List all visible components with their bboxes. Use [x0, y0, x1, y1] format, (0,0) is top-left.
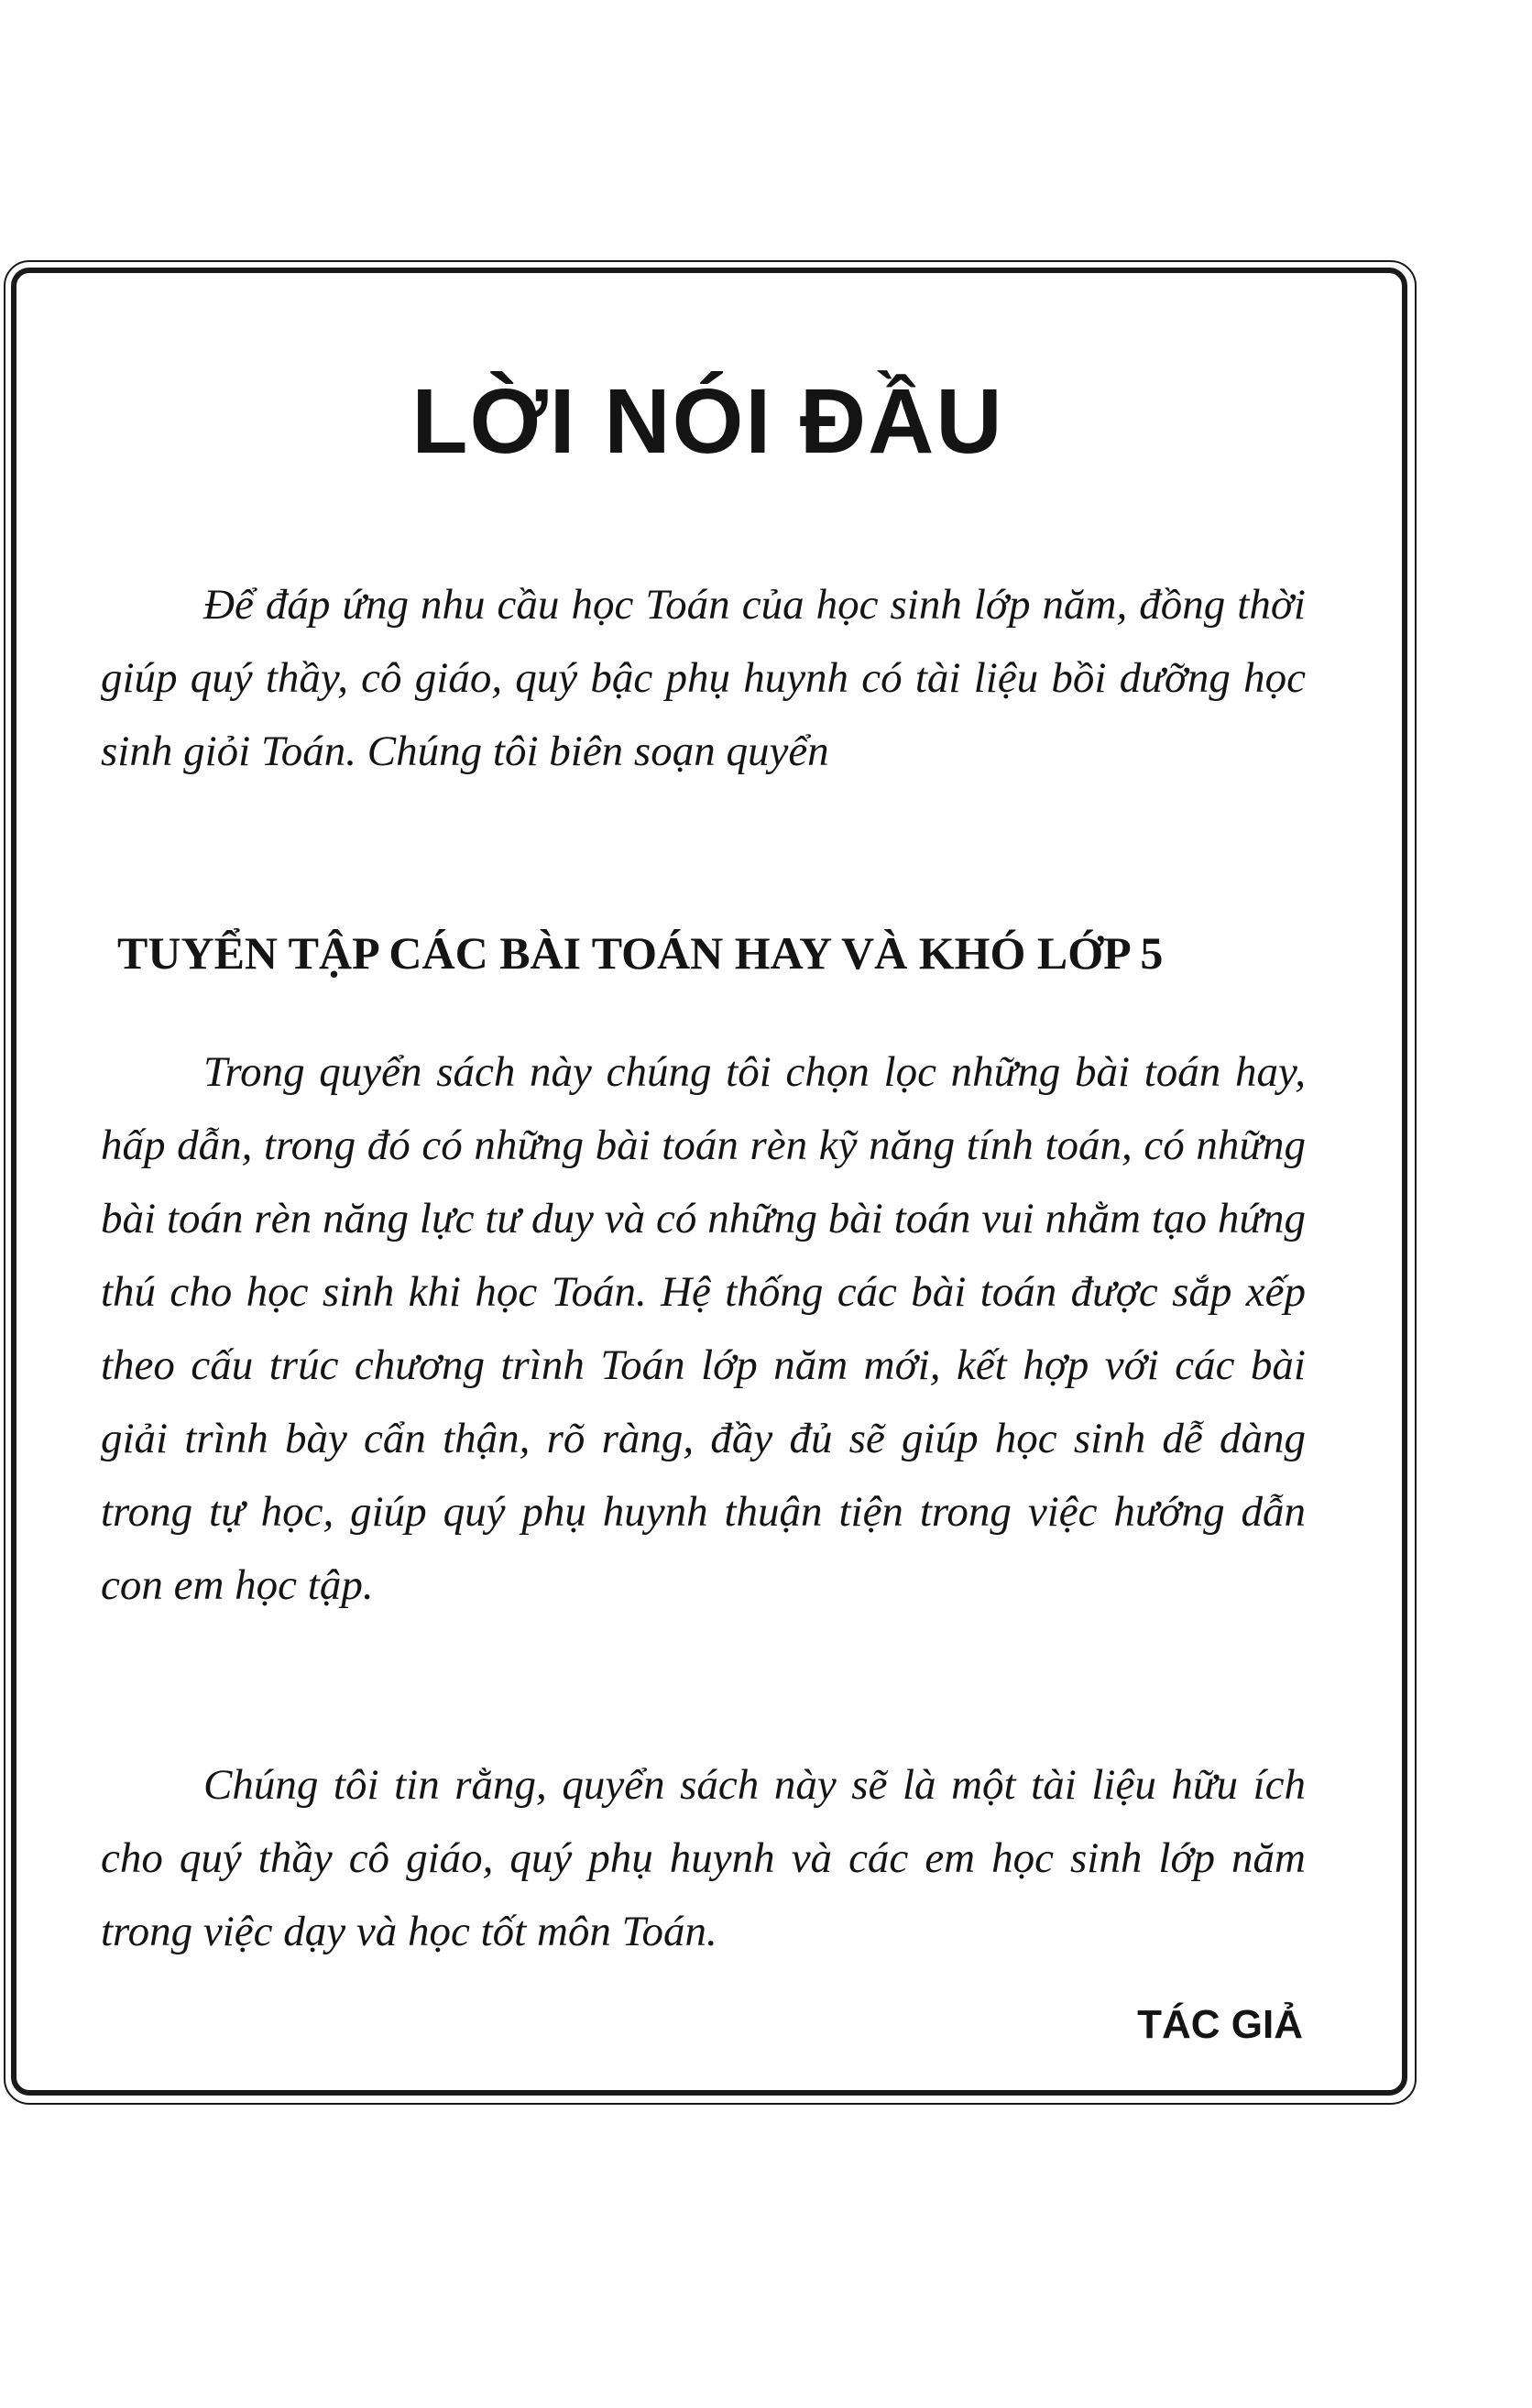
page-title: LỜI NÓI ĐẦU [411, 370, 1004, 473]
book-title: TUYỂN TẬP CÁC BÀI TOÁN HAY VÀ KHÓ LỚP 5 [117, 927, 1164, 979]
author-signature: TÁC GIẢ [1137, 2002, 1303, 2047]
intro-paragraph: Để đáp ứng nhu cầu học Toán của học sinh lớp năm, đồng thời giúp quý thầy, cô giáo, quý bậc phụ huynh có tài liệu bồi dưỡng học sinh giỏi Toán. Chúng tôi biên soạn quyển [101, 581, 1306, 775]
closing-paragraph: Chúng tôi tin rằng, quyển sách này sẽ là một tài liệu hữu ích cho quý thầy cô giáo, quý phụ huynh và các em học sinh lớp năm trong việc dạy và học tốt môn Toán. [101, 1761, 1306, 1955]
content-paragraph: Trong quyển sách này chúng tôi chọn lọc những bài toán hay, hấp dẫn, trong đó có những bài toán rèn kỹ năng tính toán, có những bài toán rèn năng lực tư duy và có những bài toán vui nhằm tạo hứng thú cho học sinh khi học Toán. Hệ thống các bài toán được sắp xếp theo cấu trúc chương trình Toán lớp năm mới, kết hợp với các bài giải trình bày cẩn thận, rõ ràng, đầy đủ sẽ giúp học sinh dễ dàng trong tự học, giúp quý phụ huynh thuận tiện trong việc hướng dẫn con em học tập. [101, 1048, 1306, 1609]
